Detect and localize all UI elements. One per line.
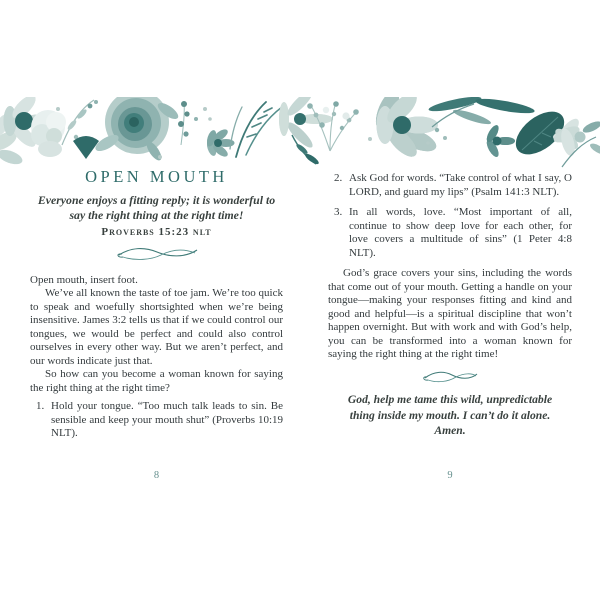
fan-leaf-icon xyxy=(73,136,99,159)
flower-small-teal-icon xyxy=(205,127,234,159)
list-text: Ask God for words. “Take control of what I say, O LORD, and guard my lips” (Psalm 141:3 NLT). xyxy=(349,172,572,198)
epigraph-verse: Everyone enjoys a fitting reply; it is wonderful to say the right thing at the right time! xyxy=(37,192,276,222)
list-text: Hold your tongue. “Too much talk leads to sin. Be sensible and keep your mouth shut” (Proverbs 10:19 NLT). xyxy=(51,400,283,439)
berry-sprig-icon xyxy=(307,101,359,151)
list-number: 2. xyxy=(334,172,343,184)
list-number: 3. xyxy=(334,206,343,218)
rose-icon xyxy=(93,97,181,163)
floral-border-illustration xyxy=(0,97,600,172)
page-number-left: 8 xyxy=(153,470,160,481)
scripture-reference: Proverbs 15:23 nlt xyxy=(101,225,212,238)
list-text: In all words, love. “Most important of all, continue to show deep love for each other, for love covers a multitude of sins” (1 Peter 4:8 NLT). xyxy=(349,206,572,259)
body-paragraph: So how can you become a woman known for saying the right thing at the right time? xyxy=(30,368,283,394)
chapter-title: OPEN MOUTH xyxy=(85,167,228,186)
body-paragraph: We’ve all known the taste of toe jam. We’re too quick to speak and woefully shortsighted when we’re being insensitive. James 3:2 tells us that if we could control our tongues, we would be perfect and could also control ourselves in every other way. But we aren’t perfect, and our words indicate just that. xyxy=(30,287,283,367)
flower-star-daisy-icon xyxy=(279,97,333,151)
numbered-list xyxy=(30,400,283,441)
list-number: 1. xyxy=(36,400,45,412)
swirl-divider-icon xyxy=(420,369,480,383)
list-item xyxy=(30,400,283,441)
numbered-list xyxy=(328,172,572,260)
berry-stem-icon xyxy=(178,101,198,145)
fronds-icon xyxy=(230,102,282,157)
body-paragraph: Open mouth, insert foot. xyxy=(30,273,138,286)
right-page xyxy=(328,172,572,439)
flower-six-petal-icon xyxy=(484,123,515,158)
page-number-right: 9 xyxy=(447,470,453,481)
list-item xyxy=(328,172,572,199)
closing-prayer: God, help me tame this wild, unpredictable thing inside my mouth. I can’t do it alone. Amen. xyxy=(347,393,553,437)
body-paragraph: God’s grace covers your sins, including the words that come out of your mouth. Getting a handle on your tongue—making your responses fitting and kind and good and helpful—is a spiritual discipline that won’t happen overnight. But with work and with God’s help, you can be transformed into a woman known for saying the right thing at the right time! xyxy=(328,267,572,360)
left-page xyxy=(30,167,283,448)
flower-large-pale-icon xyxy=(371,97,439,161)
list-item xyxy=(328,206,572,260)
swirl-divider-icon xyxy=(113,245,201,261)
flower-peony-icon xyxy=(31,110,66,157)
